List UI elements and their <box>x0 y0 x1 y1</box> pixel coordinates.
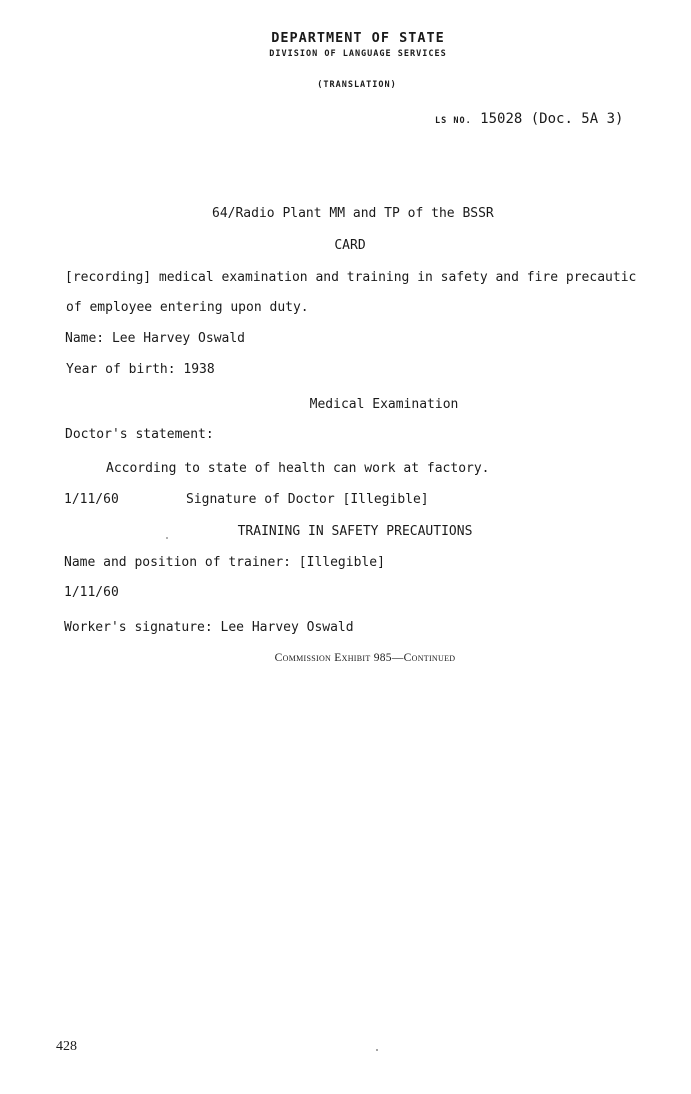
worker-signature: Worker's signature: Lee Harvey Oswald <box>64 620 354 635</box>
employee-name: Name: Lee Harvey Oswald <box>65 331 246 346</box>
ls-number <box>435 111 623 127</box>
doctor-statement-text: According to state of health can work at factory. <box>106 461 490 476</box>
examination-date: 1/11/60 <box>64 492 119 507</box>
translation-label: (TRANSLATION) <box>317 80 397 90</box>
doctor-statement-label: Doctor's statement: <box>65 427 214 442</box>
division-heading: DIVISION OF LANGUAGE SERVICES <box>269 49 447 59</box>
ls-number-prefix: LS NO. <box>435 116 472 126</box>
exhibit-caption <box>0 652 691 664</box>
doctor-signature: Signature of Doctor [Illegible] <box>186 492 429 507</box>
scan-speck <box>376 1049 378 1051</box>
year-of-birth: Year of birth: 1938 <box>66 362 215 377</box>
medical-examination-heading: Medical Examination <box>309 397 459 412</box>
exhibit-caption-text: Commission Exhibit 985—Continued <box>274 652 456 664</box>
recording-line-2: of employee entering upon duty. <box>66 300 309 315</box>
trainer-line: Name and position of trainer: [Illegible] <box>64 555 385 570</box>
card-title: CARD <box>334 238 366 253</box>
training-date: 1/11/60 <box>64 585 119 600</box>
plant-line: 64/Radio Plant MM and TP of the BSSR <box>212 206 494 221</box>
department-heading: DEPARTMENT OF STATE <box>271 30 445 46</box>
ls-number-value: 15028 (Doc. 5A 3) <box>480 111 624 127</box>
recording-line-1: [recording] medical examination and training in safety and fire precautic <box>65 270 637 285</box>
training-heading: TRAINING IN SAFETY PRECAUTIONS <box>237 524 473 539</box>
page-number: 428 <box>56 1039 77 1054</box>
scan-speck <box>166 537 168 539</box>
